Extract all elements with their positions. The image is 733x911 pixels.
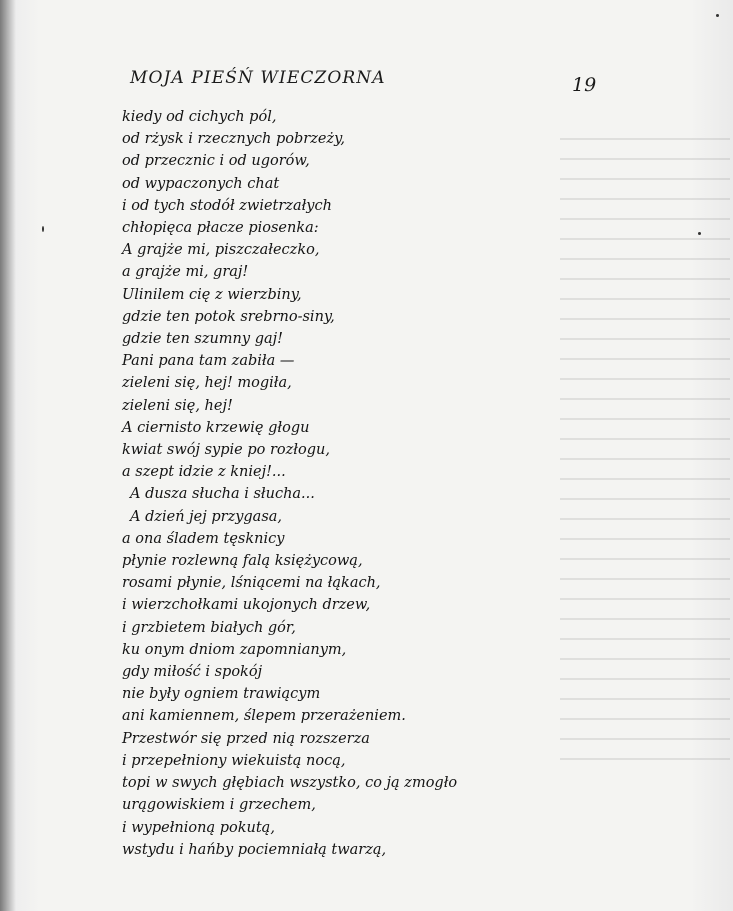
poem-text xyxy=(122,106,582,861)
poem-line: Ulinilem cię z wierzbiny, xyxy=(122,286,302,303)
poem-line: kwiat swój sypie po rozłogu, xyxy=(122,442,330,459)
paper-speck xyxy=(716,14,719,17)
poem-line: i od tych stodół zwietrzałych xyxy=(122,197,332,214)
poem-line: rosami płynie, lśniącemi na łąkach, xyxy=(122,575,381,592)
poem-line: i przepełniony wiekuistą nocą, xyxy=(122,752,346,769)
show-through-text xyxy=(560,120,730,840)
poem-line: od wypaczonych chat xyxy=(122,175,280,192)
poem-line: zieleni się, hej! mogiła, xyxy=(122,375,292,392)
poem-line: ku onym dniom zapomnianym, xyxy=(122,641,347,658)
poem-line: A grajże mi, piszczałeczko, xyxy=(122,242,320,259)
poem-line: a ona śladem tęsknicy xyxy=(122,530,285,547)
poem-line: a grajże mi, graj! xyxy=(122,264,249,281)
poem-line: topi w swych głębiach wszystko, co ją zmogło xyxy=(122,775,458,792)
poem-line: ani kamiennem, ślepem przerażeniem. xyxy=(122,708,406,725)
poem-line: i wierzchołkami ukojonych drzew, xyxy=(122,597,371,614)
poem-line: wstydu i hańby pociemniałą twarzą, xyxy=(122,841,387,858)
poem-line: od przecznic i od ugorów, xyxy=(122,153,310,170)
poem-line: i grzbietem białych gór, xyxy=(122,619,296,636)
poem-line: a szept idzie z kniej!... xyxy=(122,464,286,481)
poem-line: A ciernisto krzewię głogu xyxy=(122,419,310,436)
running-title: MOJA PIEŚŃ WIECZORNA xyxy=(130,68,386,88)
paper-speck xyxy=(42,226,44,232)
poem-line: gdy miłość i spokój xyxy=(122,664,263,681)
paper-speck xyxy=(698,232,701,235)
poem-line: gdzie ten potok srebrno-siny, xyxy=(122,308,335,325)
poem-line: płynie rozlewną falą księżycową, xyxy=(122,553,363,570)
poem-line: Przestwór się przed nią rozszerza xyxy=(122,730,370,747)
poem-line: chłopięca płacze piosenka: xyxy=(122,220,319,237)
poem-line: Pani pana tam zabiła — xyxy=(122,353,295,370)
poem-line: urągowiskiem i grzechem, xyxy=(122,797,316,814)
poem-line: gdzie ten szumny gaj! xyxy=(122,331,283,348)
poem-line: od rżysk i rzecznych pobrzeży, xyxy=(122,131,345,148)
poem-line: i wypełnioną pokutą, xyxy=(122,819,275,836)
poem-line: kiedy od cichych pól, xyxy=(122,109,277,125)
poem-line: zieleni się, hej! xyxy=(122,397,233,414)
poem-line: A dusza słucha i słucha... xyxy=(130,486,315,503)
page-number: 19 xyxy=(572,74,597,96)
poem-line: A dzień jej przygasa, xyxy=(130,508,283,525)
poem-line: nie były ogniem trawiącym xyxy=(122,686,321,703)
